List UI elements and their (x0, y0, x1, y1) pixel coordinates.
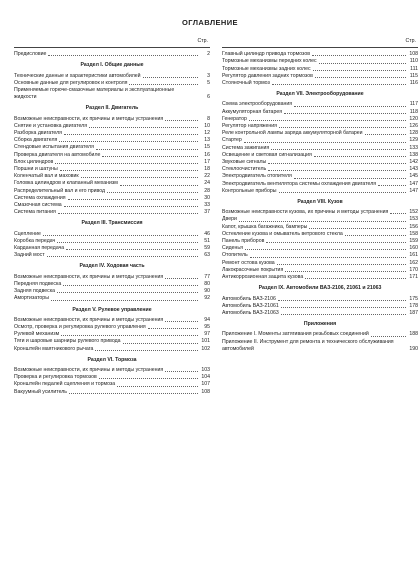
toc-entry-page: 77 (204, 273, 210, 280)
toc-entry-label: Проверка двигателя на автомобиле (14, 151, 101, 158)
toc-entry-page: 92 (204, 295, 210, 302)
toc-entry[interactable] (14, 231, 210, 238)
dot-leader (272, 84, 406, 85)
toc-entry-label: Амортизаторы (14, 295, 49, 302)
dot-leader (47, 256, 198, 257)
page-column-header: Стр. (197, 38, 208, 44)
toc-entry-label: Система охлаждения (14, 194, 66, 201)
dot-leader (315, 77, 406, 78)
dot-leader (284, 113, 406, 114)
toc-entry-label: Тормозные механизмы передних колес (222, 58, 317, 65)
toc-entry-page: 94 (204, 316, 210, 323)
toc-entry-page: 90 (204, 288, 210, 295)
toc-entry[interactable] (222, 80, 418, 87)
header-rule (222, 47, 418, 48)
dot-leader (60, 170, 198, 171)
toc-entry-page: 102 (201, 345, 210, 352)
toc-entry-page: 18 (204, 166, 210, 173)
toc-entry-page: 118 (409, 108, 418, 115)
toc-entry-page: 22 (204, 173, 210, 180)
dot-leader (61, 335, 198, 336)
toc-entry-label: Двери (222, 216, 237, 223)
toc-entry-page: 138 (409, 151, 418, 158)
toc-entry-label: Карданная передача (14, 245, 65, 252)
dot-leader (43, 235, 198, 236)
toc-entry-page: 63 (204, 252, 210, 259)
toc-entry-label: Разборка двигателя (14, 130, 62, 137)
toc-entry-intro[interactable] (14, 51, 210, 58)
dot-leader (120, 185, 198, 186)
toc-entry-label: Лакокрасочные покрытия (222, 266, 284, 273)
toc-entry-page: 103 (201, 366, 210, 373)
toc-entry[interactable] (222, 245, 418, 252)
toc-entry-label: Реле контрольной лампы заряда аккумуляторной батареи (222, 130, 363, 137)
toc-entry[interactable] (222, 188, 418, 195)
toc-entry-label: Головка цилиндров и клапанный механизм (14, 180, 118, 187)
toc-entry[interactable] (14, 152, 210, 159)
toc-entry[interactable] (222, 159, 418, 166)
dot-leader (371, 336, 406, 337)
toc-entry-page: 143 (409, 166, 418, 173)
dot-leader (378, 185, 406, 186)
toc-entry-label: Задний мост (14, 252, 45, 259)
toc-entry-page: 115 (409, 72, 418, 79)
dot-leader (314, 156, 406, 157)
dot-leader (123, 343, 198, 344)
toc-entry-label: Регулятор напряжения (222, 123, 277, 130)
dot-leader (312, 55, 406, 56)
toc-entry[interactable] (14, 159, 210, 166)
toc-entry[interactable] (222, 224, 418, 231)
toc-entry[interactable] (14, 381, 210, 388)
toc-entry[interactable] (14, 338, 210, 345)
toc-entry-page: 51 (204, 237, 210, 244)
toc-entry[interactable] (14, 281, 210, 288)
dot-leader (165, 120, 198, 121)
section-heading-3: Раздел III. Трансмиссия (81, 220, 143, 227)
toc-entry-label: Осмотр, проверка и регулировка рулевого управления (14, 323, 146, 330)
dot-leader (279, 192, 406, 193)
dot-leader (319, 63, 406, 64)
toc-entry-label: Главный цилиндр привода тормозов (222, 51, 310, 58)
toc-entry-page: 188 (409, 331, 418, 338)
dot-leader (57, 242, 198, 243)
toc-entry[interactable] (14, 346, 210, 353)
toc-entry-page: 142 (409, 159, 418, 166)
section-heading-1: Раздел I. Общие данные (80, 62, 144, 69)
toc-entry-label: Коленчатый вал и маховик (14, 173, 79, 180)
toc-entry-label: Система зажигания (222, 144, 270, 151)
toc-entry-label: Распределительный вал и его привод (14, 187, 106, 194)
toc-entry-label: Аккумуляторная батарея (222, 108, 283, 115)
toc-entry-label: Стояночный тормоз (222, 80, 270, 87)
toc-entry-page: 116 (409, 80, 418, 87)
toc-entry-page: 108 (409, 51, 418, 58)
toc-entry-label: Кронштейн педалей сцепления и тормоза (14, 381, 116, 388)
toc-entry-page: 104 (201, 374, 210, 381)
toc-entry-label: Применяемые горюче-смазочные материалы и эксплуатационные жидкости (14, 87, 176, 101)
toc-entry-page: 117 (409, 101, 418, 108)
dot-leader (294, 178, 406, 179)
toc-entry-page: 110 (409, 58, 418, 65)
toc-entry-page: 170 (409, 266, 418, 273)
dot-leader (390, 213, 406, 214)
dot-leader (51, 300, 198, 301)
toc-entry-label: Стартер (222, 137, 242, 144)
toc-entry-page: 3 (207, 72, 210, 79)
dot-leader (305, 278, 406, 279)
toc-entry-page: 145 (409, 173, 418, 180)
toc-entry-page: 158 (409, 230, 418, 237)
section-heading-4: Раздел IV. Ходовая часть (79, 263, 145, 270)
toc-entry-page: 171 (409, 274, 418, 281)
dot-leader (64, 206, 198, 207)
dot-leader (345, 235, 406, 236)
toc-entry-label: Смазочная система (14, 202, 62, 209)
toc-entry[interactable] (14, 238, 210, 245)
toc-entry[interactable] (222, 58, 418, 65)
toc-entry[interactable] (14, 209, 210, 216)
dot-leader (165, 321, 198, 322)
toc-entry-page: 162 (409, 259, 418, 266)
dot-leader (107, 192, 198, 193)
dot-leader (89, 127, 198, 128)
toc-entry-page: 80 (204, 280, 210, 287)
toc-entry-page: 6 (207, 94, 210, 101)
dot-leader (239, 221, 406, 222)
toc-entry[interactable] (222, 331, 418, 338)
toc-entry[interactable] (222, 274, 418, 281)
toc-entry-label: Возможные неисправности, их причины и методы устранения (14, 273, 164, 280)
toc-entry-page: 129 (409, 137, 418, 144)
dot-leader (279, 127, 406, 128)
toc-entry[interactable] (222, 109, 418, 116)
dot-leader (48, 55, 198, 56)
toc-entry-label: Сцепление (14, 230, 41, 237)
toc-entry-page: 159 (409, 238, 418, 245)
toc-entry[interactable] (222, 296, 418, 303)
dot-leader (165, 371, 198, 372)
toc-entry-page: 101 (201, 338, 210, 345)
section-heading-6: Раздел VI. Тормоза (87, 356, 137, 363)
toc-entry-label: Задняя подвеска (14, 288, 56, 295)
page-column-header: Стр. (405, 38, 416, 44)
toc-entry-page: 126 (409, 123, 418, 130)
toc-entry[interactable] (14, 144, 210, 151)
toc-entry[interactable] (222, 166, 418, 173)
toc-entry[interactable] (14, 295, 210, 302)
dot-leader (266, 242, 406, 243)
toc-entry-label: Возможные неисправности, их причины и методы устранения (14, 115, 164, 122)
toc-entry-label: Проверка и регулировка тормозов (14, 374, 97, 381)
toc-entry-label: Электродвигатель вентилятора системы охлаждения двигателя (222, 180, 377, 187)
toc-entry[interactable] (14, 389, 210, 396)
dot-leader (57, 292, 198, 293)
toc-entry-page: 17 (204, 158, 210, 165)
toc-entry-page: 95 (204, 323, 210, 330)
toc-entry[interactable] (14, 137, 210, 144)
toc-entry[interactable] (14, 288, 210, 295)
toc-entry-label: Кронштейн маятникового рычага (14, 345, 94, 352)
toc-entry[interactable] (14, 80, 210, 87)
dot-leader (129, 84, 198, 85)
dot-leader (66, 249, 198, 250)
dot-leader (281, 307, 406, 308)
toc-entry[interactable] (14, 188, 210, 195)
toc-entry-label: Тормозные механизмы задних колес (222, 65, 311, 72)
dot-leader (281, 314, 406, 315)
dot-leader (64, 134, 198, 135)
toc-entry[interactable] (14, 123, 210, 130)
dot-leader (117, 386, 198, 387)
toc-entry-label: Приложение II. Инструмент для ремонта и технического обслуживания автомобилей (222, 338, 396, 352)
dot-leader (365, 134, 406, 135)
dot-leader (102, 156, 198, 157)
toc-entry[interactable] (222, 267, 418, 274)
toc-entry[interactable] (14, 202, 210, 209)
toc-entry-page: 120 (409, 115, 418, 122)
toc-entry-label: Коробка передач (14, 237, 56, 244)
toc-entry-page: 178 (409, 302, 418, 309)
toc-entry[interactable] (14, 87, 210, 101)
section-heading-5: Раздел V. Рулевое управление (72, 306, 152, 313)
toc-entry-label: Приложение I. Моменты затягивания резьбовых соединений (222, 331, 369, 338)
toc-entry[interactable] (222, 116, 418, 123)
toc-entry[interactable] (222, 73, 418, 80)
dot-leader (143, 77, 198, 78)
toc-left-column (14, 38, 210, 396)
toc-entry[interactable] (14, 73, 210, 80)
toc-entry-label: Сиденья (222, 245, 243, 252)
dot-leader (95, 350, 198, 351)
dot-leader (96, 149, 198, 150)
section-heading-7: Раздел VII. Электрооборудование (276, 91, 364, 98)
toc-entry-page: 187 (409, 309, 418, 316)
dot-leader (244, 142, 406, 143)
dot-leader (271, 149, 406, 150)
toc-entry-label: Тяги и шаровые шарниры рулевого привода (14, 338, 121, 345)
toc-entry[interactable] (222, 137, 418, 144)
toc-entry[interactable] (14, 331, 210, 338)
toc-entry-page: 108 (201, 388, 210, 395)
dot-leader (249, 120, 406, 121)
toc-entry-label: Поршни и шатуны (14, 166, 58, 173)
toc-entry-page: 33 (204, 202, 210, 209)
toc-entry[interactable] (222, 252, 418, 259)
dot-leader (245, 249, 406, 250)
toc-entry-page: 175 (409, 295, 418, 302)
toc-right-column (222, 38, 418, 353)
dot-leader (69, 393, 198, 394)
toc-entry[interactable] (222, 216, 418, 223)
dot-leader (277, 264, 406, 265)
toc-entry-label: Сборка двигателя (14, 137, 58, 144)
toc-entry[interactable] (222, 209, 418, 216)
toc-entry[interactable] (222, 238, 418, 245)
toc-entry-page: 161 (409, 252, 418, 259)
toc-entry-page: 97 (204, 331, 210, 338)
dot-leader (55, 163, 198, 164)
toc-entry-page: 2 (207, 51, 210, 58)
toc-entry[interactable] (222, 130, 418, 137)
toc-entry[interactable] (222, 181, 418, 188)
dot-leader (148, 328, 198, 329)
toc-entry[interactable] (14, 130, 210, 137)
toc-entry-label: Система питания (14, 209, 56, 216)
toc-entry-label: Автомобиль ВАЗ-2106 (222, 295, 276, 302)
dot-leader (278, 300, 406, 301)
toc-entry-label: Электродвигатель отопителя (222, 173, 292, 180)
toc-entry-page: 147 (409, 187, 418, 194)
toc-entry-page: 147 (409, 180, 418, 187)
toc-entry[interactable] (14, 367, 210, 374)
toc-entry-page: 153 (409, 216, 418, 223)
dot-leader (268, 163, 406, 164)
toc-entry-page: 190 (409, 345, 418, 352)
toc-entry-label: Возможные неисправности кузова, их причины и методы устранения (222, 209, 389, 216)
toc-entry-page: 128 (409, 130, 418, 137)
toc-entry[interactable] (14, 274, 210, 281)
toc-entry-label: Снятие и установка двигателя (14, 122, 88, 129)
toc-entry-label: Контрольные приборы (222, 187, 277, 194)
toc-entry-page: 156 (409, 223, 418, 230)
page-title: ОГЛАВЛЕНИЕ (182, 18, 238, 27)
toc-entry-label: Антикоррозионная защита кузова (222, 274, 304, 281)
dot-leader (313, 70, 406, 71)
toc-entry-label: Ремонт остова кузова (222, 259, 275, 266)
toc-entry-label: Панель приборов (222, 238, 265, 245)
section-heading-appendices: Приложения (303, 321, 337, 328)
toc-entry[interactable] (14, 195, 210, 202)
dot-leader (59, 141, 198, 142)
toc-entry[interactable] (14, 180, 210, 187)
toc-entry[interactable] (222, 173, 418, 180)
toc-entry-page: 107 (201, 381, 210, 388)
toc-entry[interactable] (14, 317, 210, 324)
toc-entry-label: Возможные неисправности, их причины и методы устранения (14, 366, 164, 373)
toc-entry-label: Отопитель (222, 252, 248, 259)
toc-entry-label: Технические данные и характеристики автомобилей (14, 72, 141, 79)
toc-entry[interactable] (222, 310, 418, 317)
toc-entry-label: Остекление кузова и омыватель ветрового стекла (222, 230, 343, 237)
toc-entry-label: Регулятор давления задних тормозов (222, 72, 313, 79)
toc-entry[interactable] (14, 252, 210, 259)
toc-entry[interactable] (222, 231, 418, 238)
toc-entry-label: Генератор (222, 115, 247, 122)
toc-entry[interactable] (14, 116, 210, 123)
toc-entry[interactable] (222, 303, 418, 310)
toc-entry[interactable] (222, 101, 418, 108)
dot-leader (63, 285, 198, 286)
toc-entry-page: 16 (204, 151, 210, 158)
toc-entry-label: Рулевой механизм (14, 331, 60, 338)
dot-leader (285, 271, 406, 272)
toc-entry-label: Стендовые испытания двигателя (14, 144, 94, 151)
toc-entry-page: 15 (204, 144, 210, 151)
toc-entry-label: Предисловие (14, 51, 47, 58)
toc-entry-label: Капот, крышка багажника, бамперы (222, 223, 308, 230)
dot-leader (268, 170, 406, 171)
toc-entry-label: Вакуумный усилитель (14, 388, 68, 395)
toc-entry[interactable] (222, 66, 418, 73)
section-heading-9: Раздел IX. Автомобили ВАЗ-2106, 21061 и 21063 (258, 285, 382, 292)
toc-entry[interactable] (222, 145, 418, 152)
toc-entry-page: 59 (204, 245, 210, 252)
toc-entry-page: 152 (409, 209, 418, 216)
section-heading-2: Раздел II. Двигатель (85, 105, 139, 112)
toc-entry-label: Передняя подвеска (14, 280, 62, 287)
toc-entry-page: 46 (204, 230, 210, 237)
dot-leader (309, 228, 406, 229)
toc-entry-page: 24 (204, 180, 210, 187)
toc-entry-label: Автомобиль ВАЗ-21061 (222, 302, 279, 309)
dot-leader (165, 278, 198, 279)
toc-entry-label: Автомобиль ВАЗ-21063 (222, 309, 279, 316)
header-rule (14, 47, 210, 48)
toc-entry-page: 28 (204, 187, 210, 194)
toc-entry-label: Основные данные для регулировок и контроля (14, 79, 128, 86)
dot-leader (68, 199, 198, 200)
toc-entry-page: 10 (204, 122, 210, 129)
toc-entry[interactable] (222, 152, 418, 159)
section-heading-8: Раздел VIII. Кузов (297, 199, 343, 206)
dot-leader (250, 257, 406, 258)
toc-entry-page: 8 (207, 115, 210, 122)
toc-entry-label: Звуковые сигналы (222, 159, 267, 166)
toc-entry-page: 111 (410, 65, 418, 72)
toc-entry-page: 133 (409, 144, 418, 151)
toc-entry[interactable] (222, 260, 418, 267)
toc-entry[interactable] (222, 339, 418, 353)
toc-entry-page: 37 (204, 209, 210, 216)
dot-leader (99, 378, 198, 379)
dot-leader (294, 106, 406, 107)
toc-entry-page: 30 (204, 194, 210, 201)
toc-entry-label: Стеклоочиститель (222, 166, 267, 173)
toc-entry-page: 5 (207, 79, 210, 86)
toc-entry-page: 12 (204, 130, 210, 137)
toc-entry-page: 160 (409, 245, 418, 252)
toc-entry-page: 13 (204, 137, 210, 144)
toc-entry-label: Освещение и световая сигнализация (222, 151, 312, 158)
toc-entry-label: Схема электрооборудования (222, 101, 293, 108)
dot-leader (81, 177, 198, 178)
dot-leader (58, 213, 198, 214)
toc-entry-label: Блок цилиндров (14, 158, 54, 165)
toc-entry[interactable] (222, 51, 418, 58)
toc-entry-label: Возможные неисправности, их причины и методы устранения (14, 316, 164, 323)
